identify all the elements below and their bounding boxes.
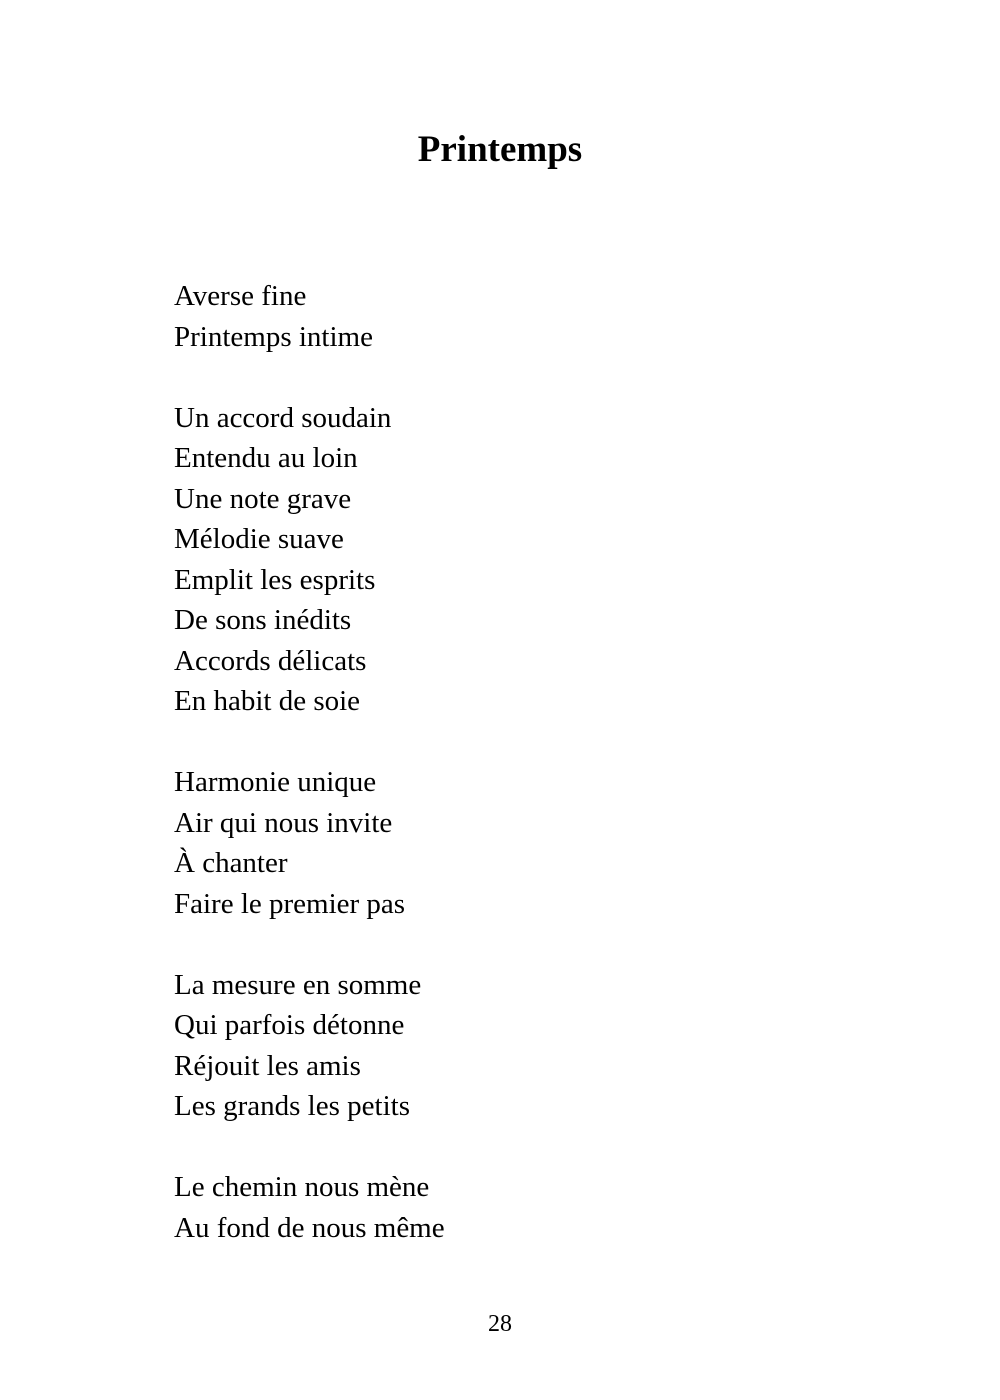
- poem-line: Faire le premier pas: [174, 887, 406, 920]
- poem-line: La mesure en somme: [174, 968, 422, 1001]
- poem-line: Air qui nous invite: [174, 806, 393, 839]
- poem-line: Printemps intime: [174, 320, 373, 353]
- stanza-5: [174, 1167, 874, 1248]
- poem-line: Qui parfois détonne: [174, 1009, 405, 1041]
- poem-line: Au fond de nous même: [174, 1211, 445, 1244]
- page-number: 28: [488, 1311, 512, 1337]
- stanza-4: [174, 965, 874, 1127]
- stanza-1: [174, 276, 874, 357]
- poem-line: Réjouit les amis: [174, 1049, 361, 1082]
- poem-line: Harmonie unique: [174, 766, 377, 798]
- poem-line: En habit de soie: [174, 685, 361, 717]
- poem-line: Emplit les esprits: [174, 563, 376, 596]
- poem-line: À chanter: [174, 847, 288, 879]
- poem-line: Entendu au loin: [174, 442, 358, 474]
- poem-line: Averse fine: [174, 280, 307, 312]
- poem-line: Le chemin nous mène: [174, 1171, 430, 1203]
- poem-body: [174, 276, 874, 1289]
- poem-line: Mélodie suave: [174, 523, 344, 555]
- poem-title: Printemps: [417, 129, 583, 170]
- poem-line: Accords délicats: [174, 644, 367, 677]
- poem-line: Les grands les petits: [174, 1090, 410, 1122]
- poem-line: Un accord soudain: [174, 401, 392, 434]
- poem-line: Une note grave: [174, 482, 352, 515]
- poem-line: De sons inédits: [174, 604, 352, 636]
- stanza-2: [174, 398, 874, 722]
- stanza-3: [174, 762, 874, 924]
